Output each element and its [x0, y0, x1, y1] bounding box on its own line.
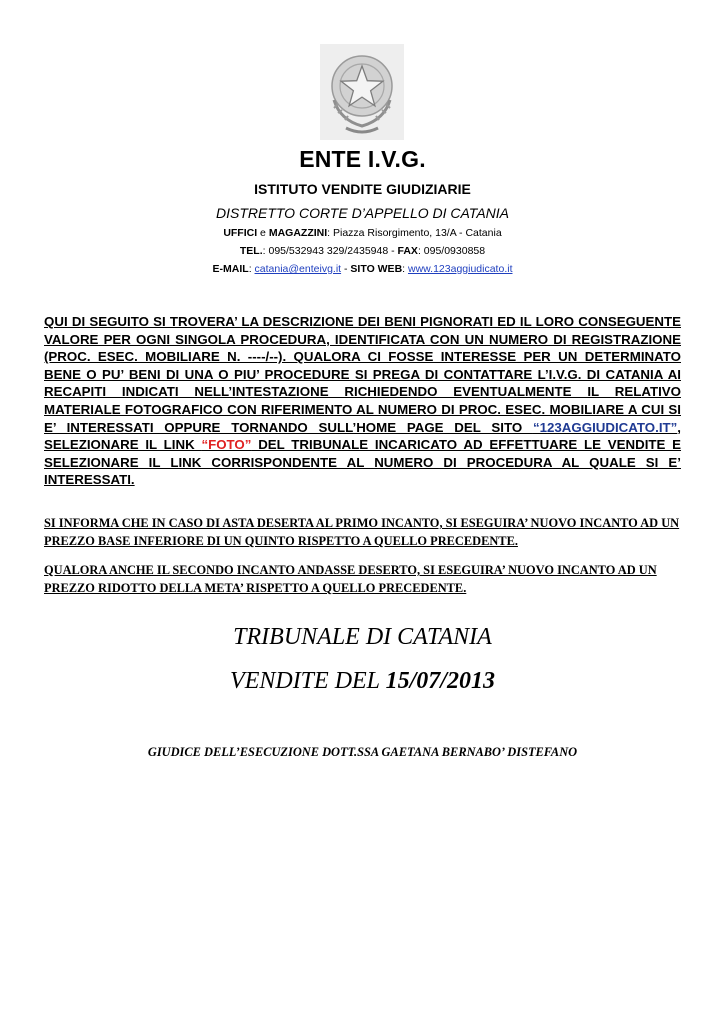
- sales-heading: [0, 668, 725, 695]
- tel-label: TEL.: [239, 245, 263, 257]
- sales-date: 15/07/2013: [385, 668, 495, 694]
- offices-line: [0, 227, 725, 239]
- email-label: E-MAIL: [212, 263, 249, 275]
- warehouses-label: MAGAZZINI: [268, 227, 328, 239]
- notice-text-3: DEL TRIBUNALE INCARICATO AD EFFETTUARE LE VENDITE E SELEZIONARE IL LINK CORRISPONDENTE AL NUMERO DI PROCEDURA AL QUALE SI E’ INTERESSATI.: [44, 437, 682, 488]
- notice-text-1: QUI DI SEGUITO SI TROVERA’ LA DESCRIZIONE DEI BENI PIGNORATI ED IL LORO CONSEGUENTE VALORE PER OGNI SINGOLA PROCEDURA, IDENTIFICATA CON UN NUMERO DI REGISTRAZIONE (PROC. ESEC. MOBILIARE N. ----/--). QUALORA CI FOSSE INTERESSE PER UN DETERMINATO BENE O PU’ BENI DI UNA O PIU’ PROCEDURE SI PREGA DI CONTATTARE L’I.V.G. DI CATANIA AI RECAPITI INDICATI NELL’INTESTAZIONE RICHIEDENDO EVENTUALMENTE IL RELATIVO MATERIALE FOTOGRAFICO CON RIFERIMENTO AL NUMERO DI PROC. ESEC. MOBILIARE A CUI SI E’ INTERESSATI OPPURE TORNANDO SULL’HOME PAGE DEL SITO: [44, 314, 681, 435]
- notice-site-name: “123AGGIUDICATO.IT”: [532, 419, 678, 435]
- second-auction-notice: QUALORA ANCHE IL SECONDO INCANTO ANDASSE DESERTO, SI ESEGUIRA’ NUOVO INCANTO AD UN PREZZO RIDOTTO DELLA META’ RISPETTO A QUELLO PRECEDENTE.: [44, 563, 657, 595]
- phone-line: [0, 245, 725, 257]
- offices-label: UFFICI: [223, 227, 258, 239]
- tel-value: : 095/532943 329/2435948 -: [262, 245, 398, 257]
- contact-separator: -: [341, 263, 351, 275]
- notice-text-2: , SELEZIONARE IL LINK: [44, 419, 681, 453]
- offices-address: : Piazza Risorgimento, 13/A - Catania: [327, 227, 502, 239]
- contact-line: E-MAIL: catania@enteivg.it - SITO WEB: www.123aggiudicato.it: [212, 263, 513, 275]
- sales-label: VENDITE DEL: [230, 668, 386, 694]
- district-line: DISTRETTO CORTE D’APPELLO DI CATANIA: [215, 205, 509, 221]
- republic-emblem-icon: [320, 44, 404, 140]
- fax-value: : 095/0930858: [417, 245, 486, 257]
- institute-title: ENTE I.V.G.: [299, 146, 426, 172]
- website-link[interactable]: www.123aggiudicato.it: [408, 263, 513, 275]
- institute-subtitle: ISTITUTO VENDITE GIUDIZIARIE: [254, 181, 471, 197]
- website-label: SITO WEB: [350, 263, 403, 275]
- offices-conjunction: e: [257, 227, 269, 239]
- first-auction-notice: SI INFORMA CHE IN CASO DI ASTA DESERTA AL PRIMO INCANTO, SI ESEGUIRA’ NUOVO INCANTO AD UN PREZZO BASE INFERIORE DI UN QUINTO RISPETTO A QUELLO PRECEDENTE.: [44, 516, 680, 548]
- fax-label: FAX: [397, 245, 418, 257]
- tribunal-heading: TRIBUNALE DI CATANIA: [233, 624, 492, 650]
- judge-line: GIUDICE DELL’ESECUZIONE DOTT.SSA GAETANA BERNABO’ DISTEFANO: [147, 745, 578, 759]
- notice-foto-link-label: “FOTO”: [201, 437, 252, 453]
- email-link[interactable]: catania@enteivg.it: [254, 263, 342, 275]
- notice-paragraph: [44, 313, 681, 489]
